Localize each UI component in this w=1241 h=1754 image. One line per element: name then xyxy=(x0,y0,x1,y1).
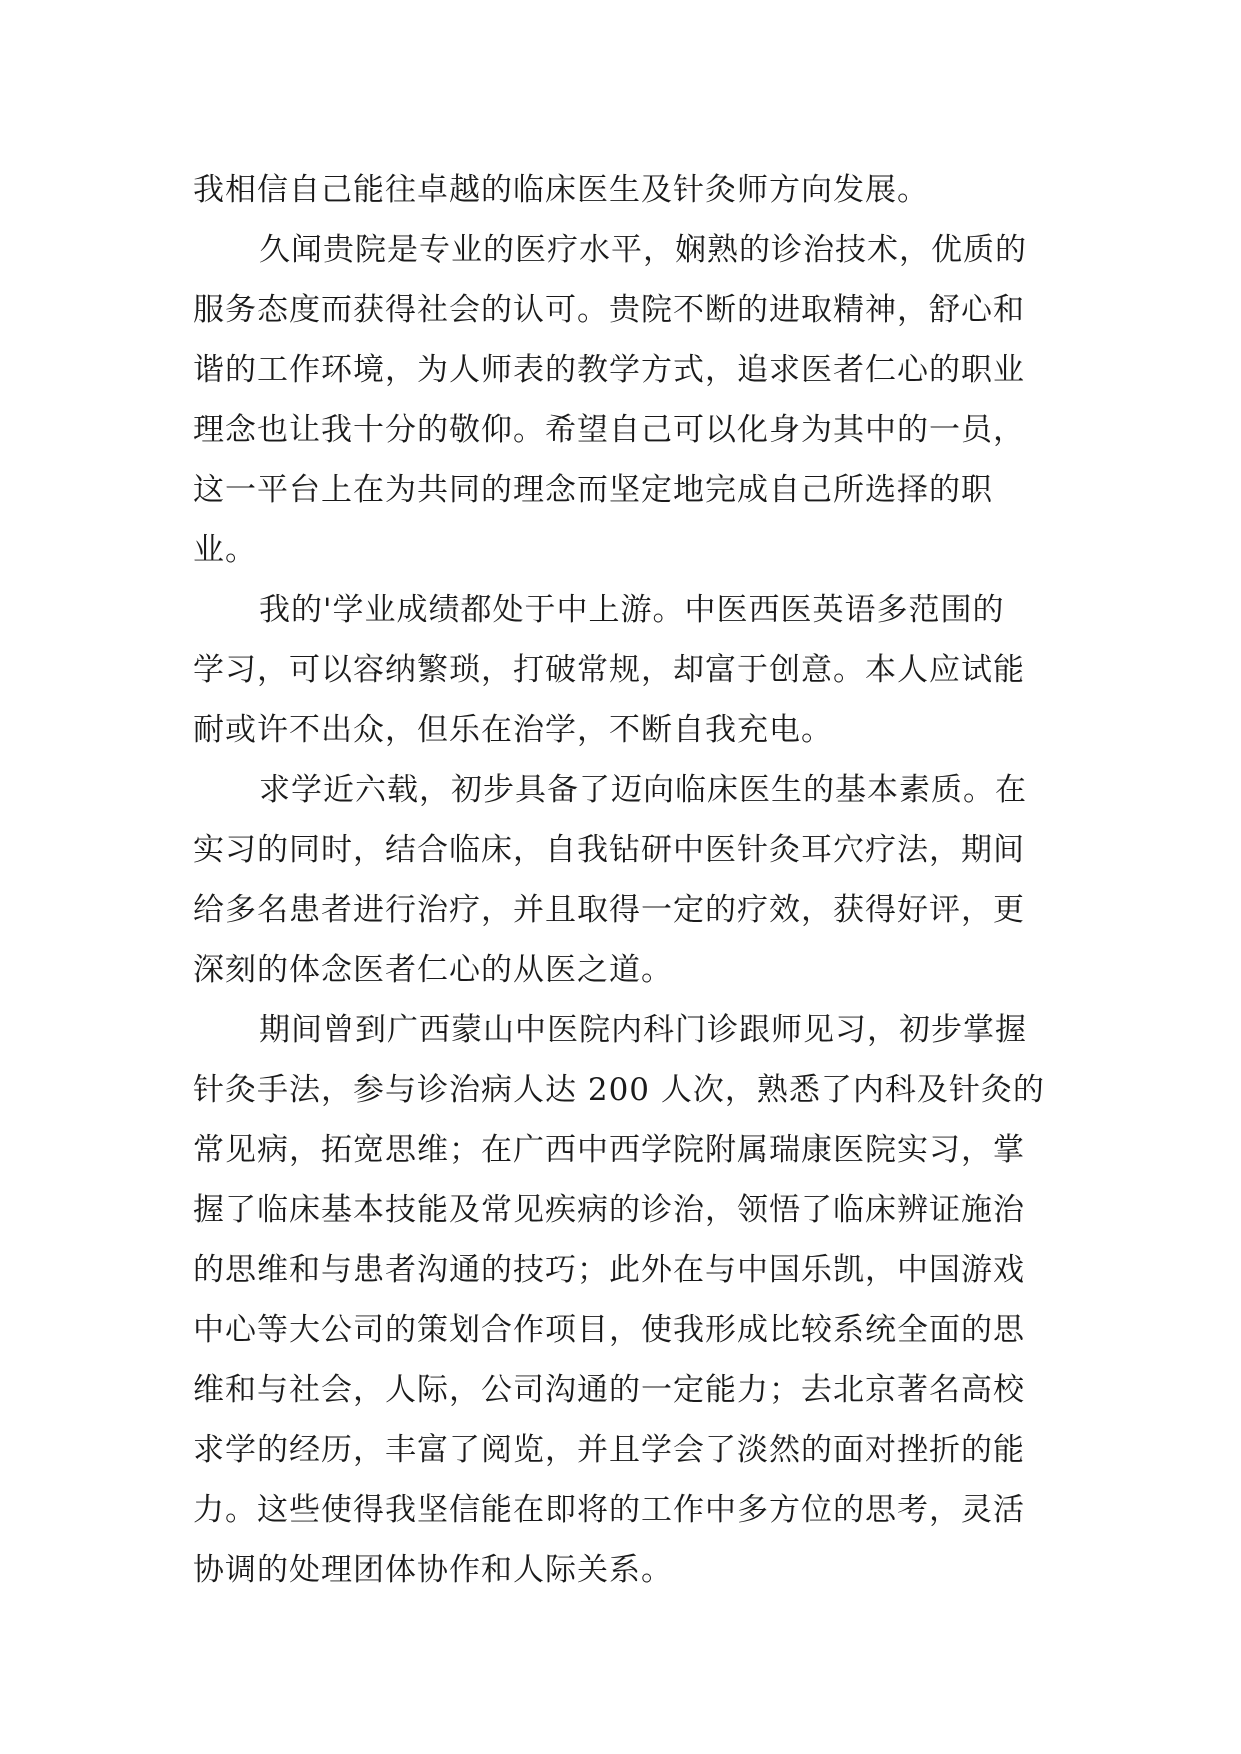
text-line: 给多名患者进行治疗，并且取得一定的疗效，获得好评，更 xyxy=(193,892,1025,928)
text-line: 维和与社会，人际，公司沟通的一定能力；去北京著名高校 xyxy=(193,1372,1025,1408)
text-line: 针灸手法，参与诊治病人达 200 人次，熟悉了内科及针灸的 xyxy=(193,1072,1045,1108)
text-line: 常见病，拓宽思维；在广西中西学院附属瑞康医院实习，掌 xyxy=(193,1132,1025,1168)
text-line: 中心等大公司的策划合作项目，使我形成比较系统全面的思 xyxy=(193,1312,1025,1348)
text-line: 这一平台上在为共同的理念而坚定地完成自己所选择的职 xyxy=(193,472,993,508)
text-line: 的思维和与患者沟通的技巧；此外在与中国乐凯，中国游戏 xyxy=(193,1252,1025,1288)
text-line: 服务态度而获得社会的认可。贵院不断的进取精神，舒心和 xyxy=(193,292,1025,328)
text-line: 理念也让我十分的敬仰。希望自己可以化身为其中的一员， xyxy=(193,412,1025,448)
text-line: 握了临床基本技能及常见疾病的诊治，领悟了临床辨证施治 xyxy=(193,1192,1025,1228)
text-line: 期间曾到广西蒙山中医院内科门诊跟师见习，初步掌握 xyxy=(259,1012,1027,1048)
text-line: 学习，可以容纳繁琐，打破常规，却富于创意。本人应试能 xyxy=(193,652,1025,688)
text-line: 我相信自己能往卓越的临床医生及针灸师方向发展。 xyxy=(193,172,929,208)
text-line: 久闻贵院是专业的医疗水平，娴熟的诊治技术，优质的 xyxy=(259,232,1027,268)
text-line: 耐或许不出众，但乐在治学，不断自我充电。 xyxy=(193,712,833,748)
text-line: 谐的工作环境，为人师表的教学方式，追求医者仁心的职业 xyxy=(193,352,1025,388)
text-line: 求学近六载，初步具备了迈向临床医生的基本素质。在 xyxy=(259,772,1027,808)
document-body xyxy=(193,160,1053,1600)
text-line: 我的'学业成绩都处于中上游。中医西医英语多范围的 xyxy=(259,592,1005,628)
text-line: 实习的同时，结合临床，自我钻研中医针灸耳穴疗法，期间 xyxy=(193,832,1025,868)
text-line: 力。这些使得我坚信能在即将的工作中多方位的思考，灵活 xyxy=(193,1492,1025,1528)
text-line: 协调的处理团体协作和人际关系。 xyxy=(193,1552,673,1588)
text-line: 求学的经历，丰富了阅览，并且学会了淡然的面对挫折的能 xyxy=(193,1432,1025,1468)
text-line: 深刻的体念医者仁心的从医之道。 xyxy=(193,952,673,988)
text-line: 业。 xyxy=(193,532,257,568)
